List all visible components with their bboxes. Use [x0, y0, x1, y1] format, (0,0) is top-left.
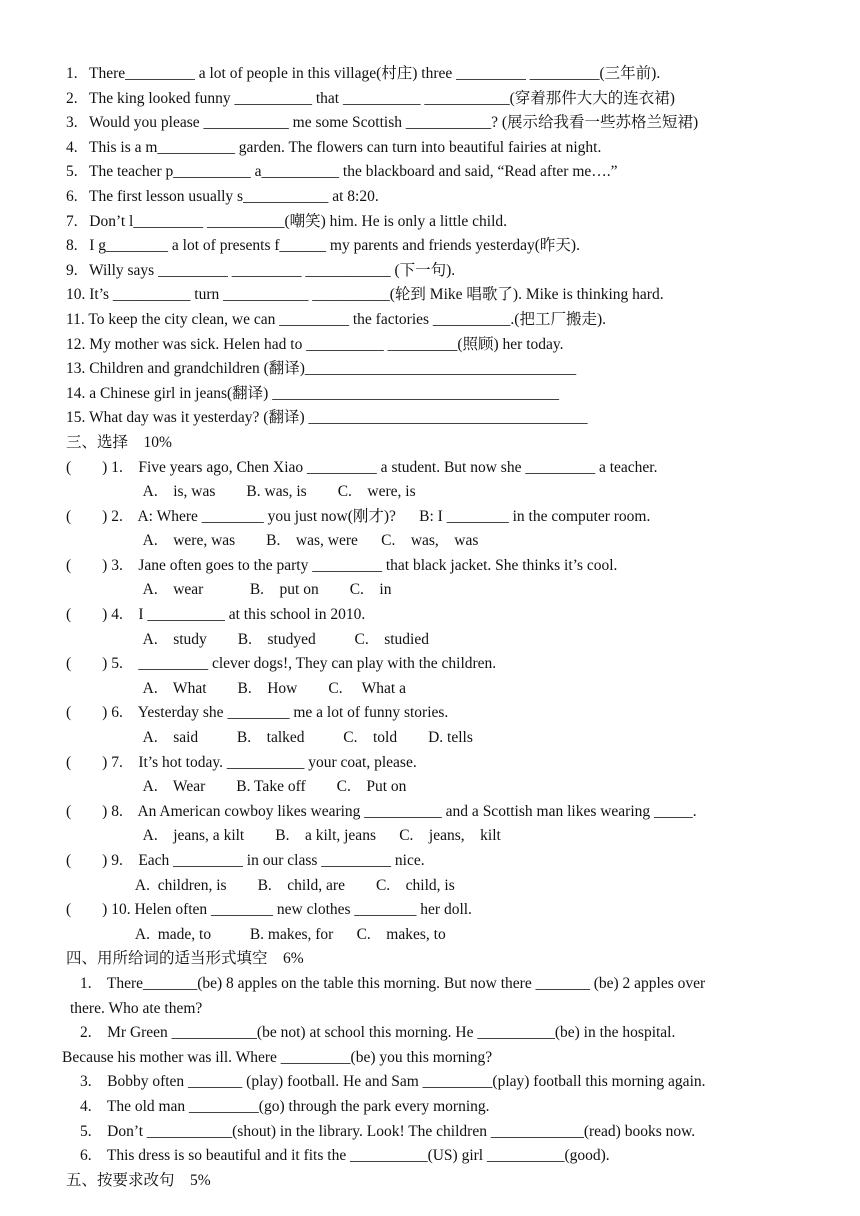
choice-question-5: ( ) 5. _________ clever dogs!, They can play with the children. [66, 655, 497, 673]
fill-item-2: 2. The king looked funny __________ that __________ ___________(穿着那件大大的连衣裙) [66, 89, 675, 107]
fill-item-7: 7. Don’t l_________ __________(嘲笑) him. He is only a little child. [66, 212, 508, 230]
choice-options-8: A. jeans, a kilt B. a kilt, jeans C. jeans, kilt [66, 827, 501, 845]
fill-item-4: 4. This is a m__________ garden. The flowers can turn into beautiful fairies at night. [66, 138, 602, 156]
fill-item-9: 9. Willy says _________ _________ ___________ (下一句). [66, 261, 456, 279]
fill-item-10: 10. It’s __________ turn ___________ __________(轮到 Mike 唱歌了). Mike is thinking hard. [66, 286, 664, 304]
choice-question-1: ( ) 1. Five years ago, Chen Xiao _________ a student. But now she _________ a teacher. [66, 458, 658, 476]
form-question-4: 4. The old man _________(go) through the park every morning. [80, 1097, 490, 1115]
fill-item-8: 8. I g________ a lot of presents f______ my parents and friends yesterday(昨天). [66, 237, 580, 255]
choice-options-10: A. made, to B. makes, for C. makes, to [66, 925, 446, 943]
fill-item-3: 3. Would you please ___________ me some Scottish ___________? (展示给我看一些苏格兰短裙) [66, 114, 699, 132]
choice-options-3: A. wear B. put on C. in [66, 581, 392, 599]
fill-item-1: 1. There_________ a lot of people in this village(村庄) three _________ _________(三年前). [66, 65, 661, 82]
section-4-heading: 四、用所给词的适当形式填空 6% [66, 950, 304, 968]
fill-item-13: 13. Children and grandchildren (翻译)___________________________________ [66, 360, 577, 378]
choice-question-10: ( ) 10. Helen often ________ new clothes ________ her doll. [66, 901, 472, 919]
form-question-1-line-2: there. Who ate them? [70, 999, 203, 1017]
choice-options-1: A. is, was B. was, is C. were, is [66, 483, 416, 501]
choice-options-9: A. children, is B. child, are C. child, is [66, 876, 455, 894]
choice-options-7: A. Wear B. Take off C. Put on [66, 778, 407, 796]
form-question-6: 6. This dress is so beautiful and it fits the __________(US) girl __________(good). [80, 1147, 610, 1165]
choice-question-2: ( ) 2. A: Where ________ you just now(刚才)? B: I ________ in the computer room. [66, 507, 651, 525]
choice-question-7: ( ) 7. It’s hot today. __________ your coat, please. [66, 753, 417, 771]
fill-item-11: 11. To keep the city clean, we can _________ the factories __________.(把工厂搬走). [66, 310, 606, 328]
choice-question-4: ( ) 4. I __________ at this school in 2010. [66, 606, 366, 624]
form-question-3: 3. Bobby often _______ (play) football. He and Sam _________(play) football this morning again. [80, 1073, 706, 1091]
part2-list [66, 62, 808, 431]
fill-item-6: 6. The first lesson usually s___________ at 8:20. [66, 187, 379, 205]
form-question-5: 5. Don’t ___________(shout) in the library. Look! The children ____________(read) books now. [80, 1122, 696, 1140]
choice-options-6: A. said B. talked C. told D. tells [66, 729, 473, 747]
choice-question-3: ( ) 3. Jane often goes to the party _________ that black jacket. She thinks it’s cool. [66, 556, 618, 574]
fill-item-12: 12. My mother was sick. Helen had to __________ _________(照顾) her today. [66, 335, 564, 353]
choice-options-5: A. What B. How C. What a [66, 679, 406, 697]
section-5-heading: 五、按要求改句 5% [66, 1171, 211, 1189]
form-question-2-line-2: Because his mother was ill. Where _________(be) you this morning? [62, 1048, 493, 1066]
choice-questions [66, 456, 808, 948]
choice-question-9: ( ) 9. Each _________ in our class _________ nice. [66, 852, 425, 869]
choice-options-2: A. were, was B. was, were C. was, was [66, 532, 479, 550]
form-question-2-line-1: 2. Mr Green ___________(be not) at school this morning. He __________(be) in the hospital. [80, 1024, 676, 1042]
choice-options-4: A. study B. studyed C. studied [66, 630, 429, 648]
section-3-heading: 三、选择 10% [66, 433, 172, 451]
fill-item-14: 14. a Chinese girl in jeans(翻译) _____________________________________ [66, 384, 559, 402]
fill-item-15: 15. What day was it yesterday? (翻译) ____________________________________ [66, 409, 588, 427]
form-question-1-line-1: 1. There_______(be) 8 apples on the table this morning. But now there _______ (be) 2 apples over [80, 974, 706, 992]
form-fill-questions [62, 972, 808, 1169]
fill-item-5: 5. The teacher p__________ a__________ the blackboard and said, “Read after me….” [66, 163, 618, 181]
choice-question-8: ( ) 8. An American cowboy likes wearing __________ and a Scottish man likes wearing _____. [66, 802, 697, 820]
choice-question-6: ( ) 6. Yesterday she ________ me a lot of funny stories. [66, 704, 449, 722]
